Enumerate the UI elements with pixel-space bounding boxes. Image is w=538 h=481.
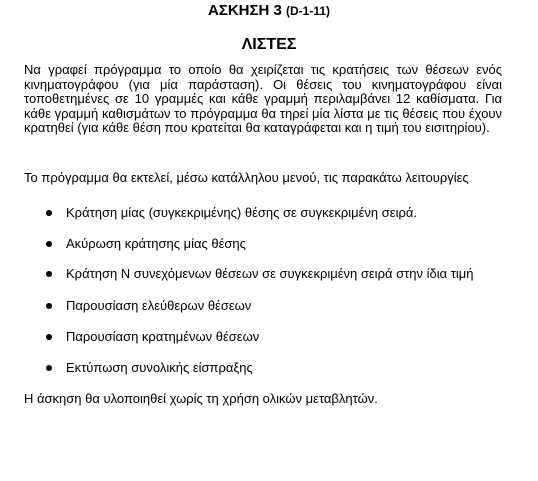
list-item-text: Εκτύπωση συνολικής είσπραξης — [66, 360, 253, 375]
bullet-icon — [46, 303, 52, 309]
intro-paragraph: Να γραφεί πρόγραμμα το οποίο θα χειρίζεται τις κρατήσεις των θέσεων ενός κινηματογράφου (για μία παράσταση). Οι θέσεις του κινηματογράφου είναι τοποθετημένες σε 10 γραμμές και κάθε γραμμή περιλαμβάνει 12 καθίσματα. Για κάθε γραμμή καθισμάτων το πρόγραμμα θα τηρεί μία λίστα με τις θέσεις που έχουν κρατηθεί (για κάθε θέση που κρατείται θα καταγράφεται και η τιμή του εισιτηρίου). — [24, 62, 502, 136]
exercise-title-text: ΑΣΚΗΣΗ 3 — [207, 2, 282, 19]
list-item-text: Κράτηση μίας (συγκεκριμένης) θέσης σε συγκεκριμένη σειρά. — [66, 205, 417, 220]
exercise-code: (D-1-11) — [286, 4, 331, 18]
bullet-icon — [46, 210, 52, 216]
lead-paragraph: Το πρόγραμμα θα εκτελεί, μέσω κατάλληλου μενού, τις παρακάτω λειτουργίες — [24, 170, 469, 185]
bullet-icon — [46, 365, 52, 371]
list-item-text: Παρουσίαση ελεύθερων θέσεων — [66, 298, 252, 313]
list-item-text: Κράτηση Ν συνεχόμενων θέσεων σε συγκεκριμένη σειρά στην ίδια τιμή — [66, 266, 474, 281]
exercise-title — [0, 2, 538, 20]
topic-heading: ΛΙΣΤΕΣ — [241, 36, 297, 53]
bullet-icon — [46, 241, 52, 247]
bullet-icon — [46, 271, 52, 277]
bullet-icon — [46, 334, 52, 340]
list-item-text: Παρουσίαση κρατημένων θέσεων — [66, 329, 260, 344]
closing-paragraph: Η άσκηση θα υλοποιηθεί χωρίς τη χρήση ολικών μεταβλητών. — [24, 391, 378, 406]
list-item-text: Ακύρωση κράτησης μίας θέσης — [66, 236, 246, 251]
